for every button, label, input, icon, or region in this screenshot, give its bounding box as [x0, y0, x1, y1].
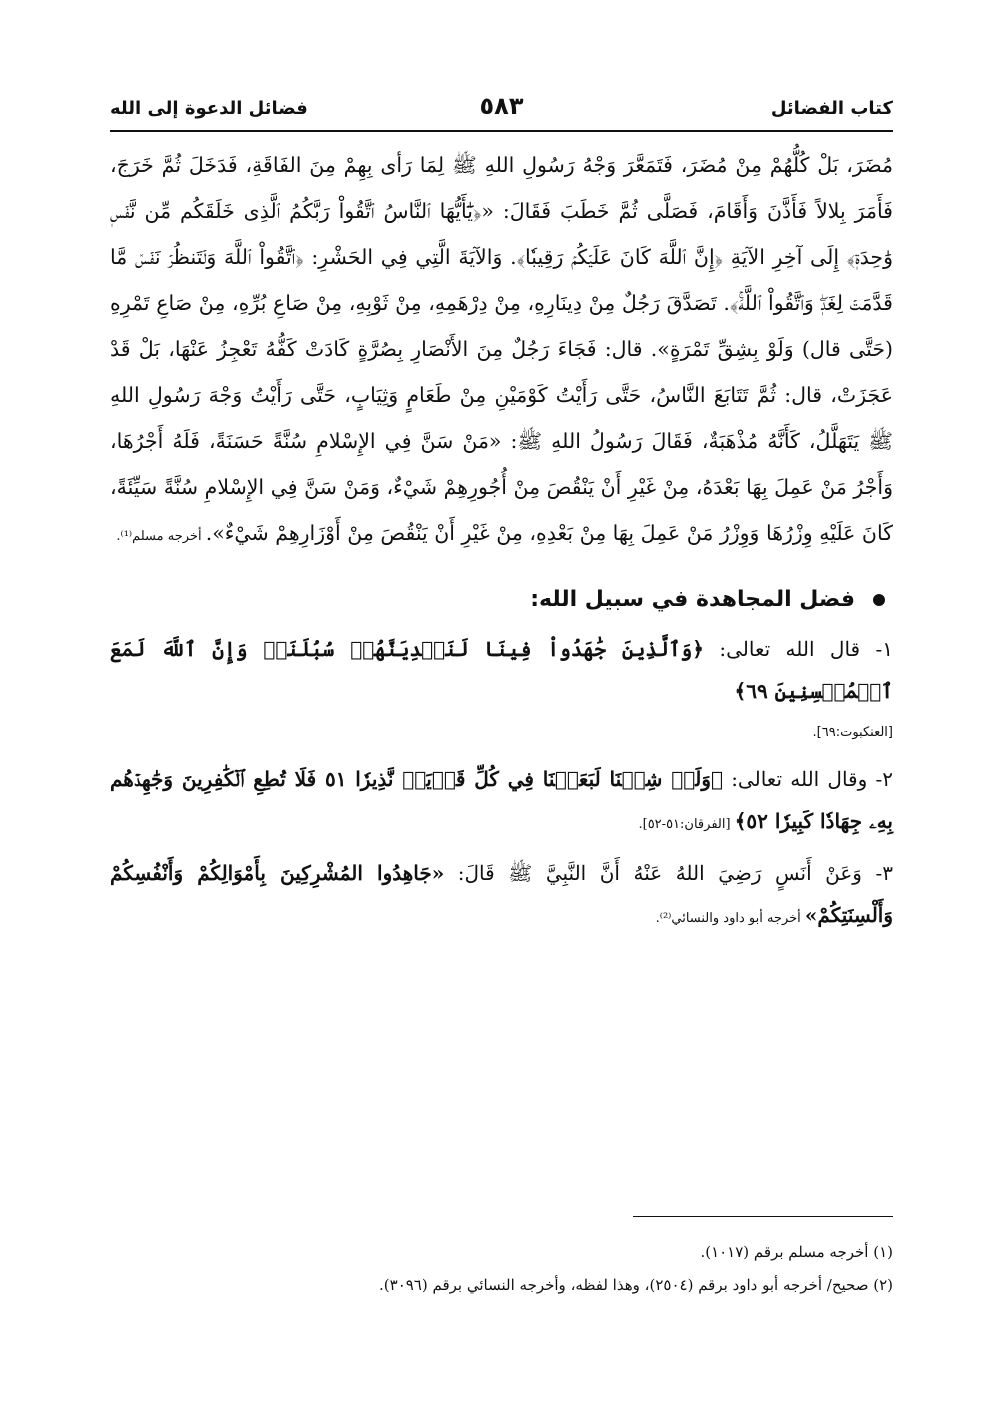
page-number: ٥٨٣: [479, 92, 524, 120]
item-lead: وَعَنْ أَنَسٍ رَضِيَ اللهُ عَنْهُ أَنَّ النَّبِيَّ ﷺ قَالَ:: [444, 861, 876, 885]
item-number: ٣-: [875, 861, 893, 885]
bullet-icon: [873, 594, 885, 606]
hadith-paragraph: [110, 142, 893, 560]
item-3-citation: أخرجه أبو داود والنسائي⁽²⁾.: [655, 911, 805, 926]
footnote-1: (١) أخرجه مسلم برقم (١٠١٧).: [700, 1243, 893, 1261]
hadith-text: مُضَرَ، بَلْ كُلُّهُمْ مِنْ مُضَرَ، فَتَمَعَّرَ وَجْهُ رَسُولِ اللهِ ﷺ لِمَا رَأى بِهِمْ مِنَ الفَاقَةِ، فَدَخَلَ ثُمَّ خَرَجَ، فَأَمَرَ بِلالاً فَأَذَّنَ وَأَقَامَ، فَصَلَّى ثُمَّ خَطَبَ فَقَالَ: «﴿يَٰٓأَيُّهَا ٱلنَّاسُ ٱتَّقُواْ رَبَّكُمُ ٱلَّذِى خَلَقَكُم مِّن نَّفۡسٖ وَٰحِدَةٖ﴾ إِلَى آخِرِ الآيَةِ ﴿إِنَّ ٱللَّهَ كَانَ عَلَيۡكُمۡ رَقِيبٗا﴾. وَالآيَةَ الَّتِي فِي الحَشْرِ: ﴿ٱتَّقُواْ ٱللَّهَ وَلۡتَنظُرۡ نَفۡسٞ مَّا قَدَّمَتۡ لِغَدٖۖ وَٱتَّقُواْ ٱللَّهَۚ﴾. تَصَدَّقَ رَجُلٌ مِنْ دِينَارِهِ، مِنْ دِرْهَمِهِ، مِنْ ثَوْبِهِ، مِنْ صَاعِ بُرِّهِ، مِنْ صَاعِ تَمْرِهِ (حَتَّى قال) وَلَوْ بِشِقِّ تَمْرَةٍ». قال: فَجَاءَ رَجُلٌ مِنَ الأَنْصَارِ بِصُرَّةٍ كَادَتْ كَفُّهُ تَعْجِزُ عَنْهَا، بَلْ قَدْ عَجَزَتْ، قال: ثُمَّ تَتَابَعَ النَّاسُ، حَتَّى رَأَيْتُ كَوْمَيْنِ مِنْ طَعَامٍ وَثِيَابٍ، حَتَّى رَأَيْتُ وَجْهَ رَسُولِ اللهِ ﷺ يَتَهَلَّلُ، كَأَنَّهُ مُذْهَبَةٌ، فَقَالَ رَسُولُ اللهِ ﷺ: «مَنْ سَنَّ فِي الإِسْلامِ سُنَّةً حَسَنَةً، فَلَهُ أَجْرُهَا، وَأَجْرُ مَنْ عَمِلَ بِهَا بَعْدَهُ، مِنْ غَيْرِ أَنْ يَنْقُصَ مِنْ أُجُورِهِمْ شَيْءٌ، وَمَنْ سَنَّ فِي الإِسْلامِ سُنَّةً سَيِّئَةً، كَانَ عَلَيْهِ وِزْرُهَا وَوِزْرُ مَنْ عَمِلَ بِهَا مِنْ بَعْدِهِ، مِنْ غَيْرِ أَنْ يَنْقُصَ مِنْ أَوْزَارِهِمْ شَيْءٌ».: [110, 153, 893, 545]
item-number: ٢-: [875, 767, 893, 791]
item-1-citation: [العنكبوت:٦٩].: [812, 725, 893, 740]
section-heading-text: فضل المجاهدة في سبيل الله:: [530, 587, 855, 612]
hadith-quote: «جَاهِدُوا المُشْرِكِينَ بِأَمْوَالِكُمْ وَأَنْفُسِكُمْ وَأَلْسِنَتِكُمْ»: [110, 861, 893, 927]
footnotes: [110, 1236, 893, 1302]
main-content: [110, 142, 893, 946]
item-lead: قال الله تعالى:: [704, 637, 876, 661]
list-item-1: [110, 628, 893, 712]
item-number: ١-: [875, 637, 893, 661]
footnote-rule: [633, 1216, 893, 1217]
quran-verse: ﴿وَلَوۡ شِئۡنَا لَبَعَثۡنَا فِي كُلِّ قَرۡيَةٖ نَّذِيرٗا ٥١ فَلَا تُطِعِ ٱلۡكَٰفِرِينَ وَجَٰهِدۡهُم بِهِۦ جِهَادٗا كَبِيرٗا ٥٢﴾: [110, 767, 893, 833]
hadith-citation: أخرجه مسلم⁽¹⁾.: [116, 529, 206, 544]
section-title: فضائل الدعوة إلى الله: [110, 98, 308, 119]
list-item-3: [110, 852, 893, 940]
page-header: [110, 92, 893, 138]
item-lead: وقال الله تعالى:: [722, 767, 876, 791]
footnote-2: (٢) صحيح/ أخرجه أبو داود برقم (٢٥٠٤)، وهذا لفظه، وأخرجه النسائي برقم (٣٠٩٦).: [379, 1276, 893, 1294]
section-heading: [110, 580, 893, 620]
quran-verse: ﴿وَٱلَّذِينَ جَٰهَدُواْ فِينَا لَنَهۡدِيَنَّهُمۡ سُبُلَنَاۚ وَإِنَّ ٱللَّهَ لَمَعَ ٱلۡمُحۡسِنِينَ ٦٩﴾: [110, 637, 893, 703]
book-title: كتاب الفضائل: [770, 98, 893, 119]
list-item-2: [110, 758, 893, 846]
item-2-citation: [الفرقان:٥١-٥٢].: [638, 817, 735, 832]
header-rule: [110, 130, 893, 132]
